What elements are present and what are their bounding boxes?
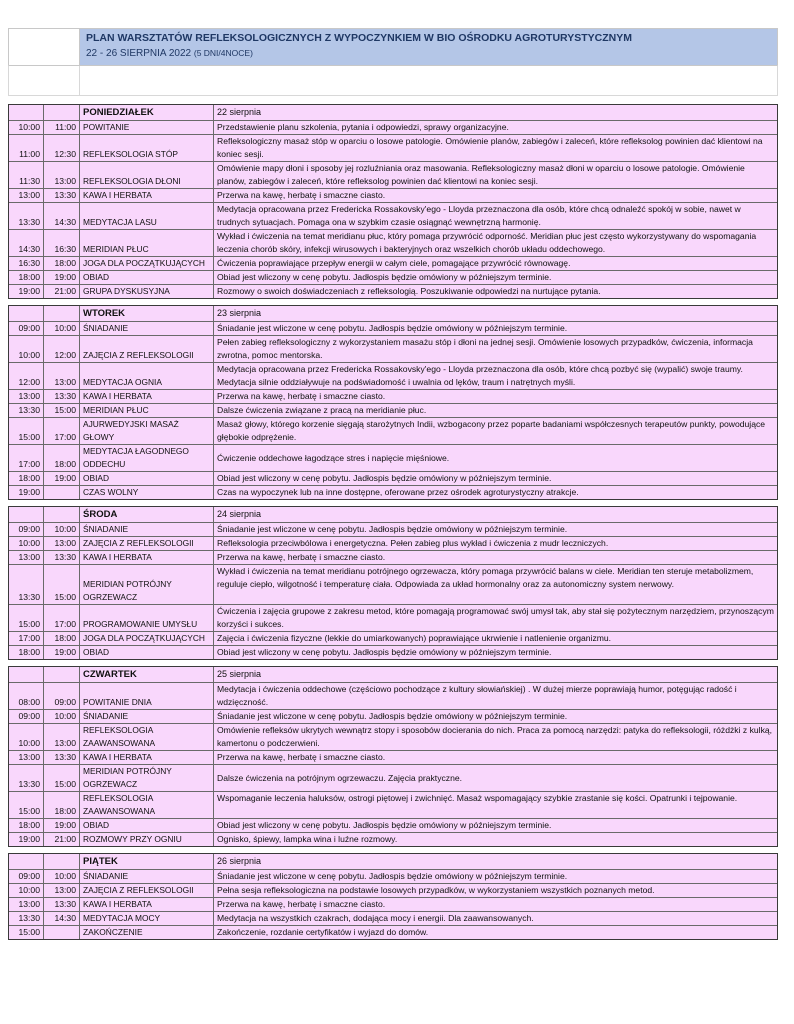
activity-description: Śniadanie jest wliczone w cenę pobytu. Jadłospis będzie omówiony w późniejszym terminie. <box>213 870 777 883</box>
start-time: 15:00 <box>18 432 40 442</box>
start-time: 17:00 <box>18 459 40 469</box>
activity-name: ROZMOWY PRZY OGNIU <box>79 833 213 846</box>
table-row <box>9 791 777 818</box>
day-header-empty-cell <box>9 105 43 120</box>
end-time: 13:30 <box>43 898 79 911</box>
end-time: 13:00 <box>43 162 79 188</box>
end-time: 10:00 <box>43 870 79 883</box>
activity-description: Ćwiczenie oddechowe łagodzące stres i napięcie mięśniowe. <box>213 445 777 471</box>
start-time: 13:00 <box>18 752 40 762</box>
start-time: 09:00 <box>18 711 40 721</box>
day-block-5 <box>8 853 778 940</box>
activity-name: ZAJĘCIA Z REFLEKSOLOGII <box>79 537 213 550</box>
start-time: 15:00 <box>18 927 40 937</box>
activity-description: Medytacja i ćwiczenia oddechowe (częściowo pochodzące z kultury słowiańskiej) . W dużej mierze poprawiają humor, potęgując radość i wdzięczność. <box>213 683 777 709</box>
end-time: 19:00 <box>43 819 79 832</box>
table-row <box>9 362 777 389</box>
day-name: PIĄTEK <box>79 854 213 869</box>
day-header-row <box>9 105 777 120</box>
activity-name: MERIDIAN PŁUC <box>79 404 213 417</box>
start-time: 13:30 <box>18 779 40 789</box>
day-header-empty-cell <box>9 507 43 522</box>
start-time: 14:30 <box>18 244 40 254</box>
day-header-empty-cell <box>43 854 79 869</box>
document-title: PLAN WARSZTATÓW REFLEKSOLOGICZNYCH Z WYPOCZYNKIEM W BIO OŚRODKU AGROTURYSTYCZNYM <box>86 32 632 44</box>
day-header-empty-cell <box>43 667 79 682</box>
day-date: 23 sierpnia <box>213 306 777 321</box>
activity-description: Wykład i ćwiczenia na temat meridianu potrójnego ogrzewacza, który pomaga przywrócić balans w ciele. Meridian ten steruje metabolizmem, reguluje ciepło, wilgotność i temperaturę ciała. Odpowiada za układ hormonalny oraz za autonomiczny system nerwowy. <box>213 565 777 604</box>
start-time: 13:00 <box>18 899 40 909</box>
activity-name: ŚNIADANIE <box>79 523 213 536</box>
day-header-row <box>9 667 777 682</box>
table-row <box>9 536 777 550</box>
table-row <box>9 188 777 202</box>
start-time: 19:00 <box>18 286 40 296</box>
day-header-empty-cell <box>9 306 43 321</box>
day-header-empty-cell <box>43 306 79 321</box>
table-row <box>9 631 777 645</box>
end-time: 13:30 <box>43 189 79 202</box>
activity-name: REFLEKSOLOGIA ZAAWANSOWANA <box>79 724 213 750</box>
start-time: 13:30 <box>18 592 40 602</box>
day-block-2 <box>8 305 778 500</box>
activity-name: ŚNIADANIE <box>79 710 213 723</box>
end-time: 10:00 <box>43 322 79 335</box>
activity-name: OBIAD <box>79 271 213 284</box>
start-time: 18:00 <box>18 272 40 282</box>
activity-name: REFLEKSOLOGIA STÓP <box>79 135 213 161</box>
table-row <box>9 682 777 709</box>
activity-description: Dalsze ćwiczenia na potrójnym ogrzewaczu. Zajęcia praktyczne. <box>213 765 777 791</box>
end-time: 18:00 <box>43 792 79 818</box>
day-header-empty-cell <box>9 667 43 682</box>
activity-description: Dalsze ćwiczenia związane z pracą na meridianie płuc. <box>213 404 777 417</box>
start-time: 13:30 <box>18 405 40 415</box>
table-row <box>9 645 777 659</box>
table-row <box>9 321 777 335</box>
start-time: 19:00 <box>18 487 40 497</box>
end-time <box>43 926 79 939</box>
table-row <box>9 335 777 362</box>
day-header-empty-cell <box>43 105 79 120</box>
activity-name: REFLEKSOLOGIA ZAAWANSOWANA <box>79 792 213 818</box>
start-time: 08:00 <box>18 697 40 707</box>
start-time: 13:00 <box>18 552 40 562</box>
table-row <box>9 832 777 846</box>
table-row <box>9 389 777 403</box>
start-time: 13:30 <box>18 913 40 923</box>
end-time: 13:00 <box>43 363 79 389</box>
table-row <box>9 403 777 417</box>
day-date: 25 sierpnia <box>213 667 777 682</box>
date-range: 22 - 26 SIERPNIA 2022 <box>86 48 192 59</box>
activity-name: MEDYTACJA LASU <box>79 203 213 229</box>
activity-description: Omówienie refleksów ukrytych wewnątrz stopy i sposobów docierania do nich. Praca za pomocą narzędzi: patyka do refleksologii, różdżki z kulką, kamertonu o podczerwieni. <box>213 724 777 750</box>
day-name: CZWARTEK <box>79 667 213 682</box>
day-header-row <box>9 507 777 522</box>
start-time: 10:00 <box>18 350 40 360</box>
activity-description: Ognisko, śpiewy, lampka wina i luźne rozmowy. <box>213 833 777 846</box>
activity-description: Zakończenie, rozdanie certyfikatów i wyjazd do domów. <box>213 926 777 939</box>
end-time: 18:00 <box>43 445 79 471</box>
activity-description: Medytacja opracowana przez Fredericka Rossakovsky'ego - Lloyda przeznaczona dla osób, które chcą pozbyć się (wypalić) swoje traumy. Medytacja silnie oddziaływuje na podświadomość i uwalnia od lęków, traum i natrętnych myśli. <box>213 363 777 389</box>
end-time: 13:00 <box>43 884 79 897</box>
table-row <box>9 550 777 564</box>
start-time: 09:00 <box>18 524 40 534</box>
end-time: 14:30 <box>43 203 79 229</box>
activity-description: Czas na wypoczynek lub na inne dostępne, oferowane przez ośrodek agroturystyczny atrakcje. <box>213 486 777 499</box>
day-name: PONIEDZIAŁEK <box>79 105 213 120</box>
header-spacer-cell <box>9 29 80 65</box>
table-row <box>9 869 777 883</box>
activity-name: KAWA I HERBATA <box>79 898 213 911</box>
activity-name: KAWA I HERBATA <box>79 551 213 564</box>
activity-description: Omówienie mapy dłoni i sposoby jej rozluźniania oraz masowania. Refleksologiczny masaż dłoni w oparciu o losowe patologie. Omówienie planów, zabiegów i zaleceń, które refleksolog powinien dać klientowi na koniec sesji. <box>213 162 777 188</box>
schedule-document <box>8 28 778 940</box>
activity-description: Obiad jest wliczony w cenę pobytu. Jadłospis będzie omówiony w późniejszym terminie. <box>213 472 777 485</box>
table-row <box>9 897 777 911</box>
day-header-row <box>9 306 777 321</box>
start-time: 16:30 <box>18 258 40 268</box>
end-time: 13:30 <box>43 751 79 764</box>
day-block-1 <box>8 104 778 299</box>
table-row <box>9 471 777 485</box>
header-box <box>80 29 777 65</box>
start-time: 18:00 <box>18 473 40 483</box>
end-time: 12:30 <box>43 135 79 161</box>
start-time: 19:00 <box>18 834 40 844</box>
activity-description: Przerwa na kawę, herbatę i smaczne ciasto. <box>213 390 777 403</box>
activity-description: Wykład i ćwiczenia na temat meridianu płuc, który pomaga przywrócić odporność. Meridian płuc jest często wykorzystywany do wspomagania leczenia chorób skóry, infekcji wirusowych i bakteryjnych oraz wszelkich chorób układu oddechowego. <box>213 230 777 256</box>
activity-description: Obiad jest wliczony w cenę pobytu. Jadłospis będzie omówiony w późniejszym terminie. <box>213 646 777 659</box>
activity-name: MEDYTACJA MOCY <box>79 912 213 925</box>
table-row <box>9 417 777 444</box>
document-header <box>8 28 778 65</box>
end-time: 19:00 <box>43 472 79 485</box>
activity-description: Zajęcia i ćwiczenia fizyczne (lekkie do umiarkowanych) poprawiające ukrwienie i natlenienie organizmu. <box>213 632 777 645</box>
activity-description: Śniadanie jest wliczone w cenę pobytu. Jadłospis będzie omówiony w późniejszym terminie. <box>213 710 777 723</box>
table-row <box>9 709 777 723</box>
end-time: 10:00 <box>43 710 79 723</box>
table-row <box>9 764 777 791</box>
activity-name: ZAJĘCIA Z REFLEKSOLOGII <box>79 336 213 362</box>
table-row <box>9 161 777 188</box>
document-dates <box>86 46 771 61</box>
activity-description: Wspomaganie leczenia haluksów, ostrogi piętowej i zwichnięć. Masaż wspomagający szybkie zrastanie się kości. Opatrunki i tejpowanie. <box>213 792 777 818</box>
activity-description: Przerwa na kawę, herbatę i smaczne ciasto. <box>213 189 777 202</box>
end-time: 19:00 <box>43 646 79 659</box>
table-row <box>9 750 777 764</box>
activity-name: MERIDIAN POTRÓJNY OGRZEWACZ <box>79 765 213 791</box>
day-block-3 <box>8 506 778 660</box>
day-date: 24 sierpnia <box>213 507 777 522</box>
end-time: 11:00 <box>43 121 79 134</box>
activity-description: Obiad jest wliczony w cenę pobytu. Jadłospis będzie omówiony w późniejszym terminie. <box>213 271 777 284</box>
activity-name: REFLEKSOLOGIA DŁONI <box>79 162 213 188</box>
activity-description: Śniadanie jest wliczone w cenę pobytu. Jadłospis będzie omówiony w późniejszym terminie. <box>213 523 777 536</box>
day-date: 22 sierpnia <box>213 105 777 120</box>
activity-name: POWITANIE <box>79 121 213 134</box>
start-time: 13:00 <box>18 391 40 401</box>
table-row <box>9 134 777 161</box>
day-block-4 <box>8 666 778 847</box>
end-time: 15:00 <box>43 765 79 791</box>
table-row <box>9 818 777 832</box>
activity-name: KAWA I HERBATA <box>79 189 213 202</box>
activity-name: JOGA DLA POCZĄTKUJĄCYCH <box>79 632 213 645</box>
table-row <box>9 202 777 229</box>
table-row <box>9 564 777 604</box>
start-time: 10:00 <box>18 738 40 748</box>
end-time: 10:00 <box>43 523 79 536</box>
activity-name: KAWA I HERBATA <box>79 751 213 764</box>
activity-name: PROGRAMOWANIE UMYSŁU <box>79 605 213 631</box>
end-time: 13:30 <box>43 551 79 564</box>
start-time: 09:00 <box>18 323 40 333</box>
activity-name: MERIDIAN POTRÓJNY OGRZEWACZ <box>79 565 213 604</box>
activity-name: JOGA DLA POCZĄTKUJĄCYCH <box>79 257 213 270</box>
end-time: 13:30 <box>43 390 79 403</box>
table-row <box>9 284 777 298</box>
end-time: 13:00 <box>43 724 79 750</box>
start-time: 11:00 <box>19 149 40 159</box>
end-time: 19:00 <box>43 271 79 284</box>
end-time: 18:00 <box>43 257 79 270</box>
table-row <box>9 120 777 134</box>
activity-description: Obiad jest wliczony w cenę pobytu. Jadłospis będzie omówiony w późniejszym terminie. <box>213 819 777 832</box>
start-time: 13:30 <box>18 217 40 227</box>
start-time: 18:00 <box>18 820 40 830</box>
start-time: 11:30 <box>19 176 40 186</box>
end-time: 16:30 <box>43 230 79 256</box>
activity-name: OBIAD <box>79 472 213 485</box>
activity-description: Medytacja na wszystkich czakrach, dodająca mocy i energii. Dla zaawansowanych. <box>213 912 777 925</box>
activity-description: Ćwiczenia poprawiające przepływ energii w całym ciele, pomagające przywrócić równowagę. <box>213 257 777 270</box>
activity-description: Przedstawienie planu szkolenia, pytania i odpowiedzi, sprawy organizacyjne. <box>213 121 777 134</box>
activity-description: Masaż głowy, którego korzenie sięgają starożytnych Indii, wzbogacony przez poparte badaniami współczesnych terapeutów punkty, powodujące głębokie odprężenie. <box>213 418 777 444</box>
end-time: 17:00 <box>43 418 79 444</box>
table-row <box>9 883 777 897</box>
days-container <box>8 104 778 940</box>
table-row <box>9 911 777 925</box>
start-time: 12:00 <box>18 377 40 387</box>
day-header-empty-cell <box>9 854 43 869</box>
activity-name: GRUPA DYSKUSYJNA <box>79 285 213 298</box>
activity-name: MERIDIAN PŁUC <box>79 230 213 256</box>
activity-description: Przerwa na kawę, herbatę i smaczne ciasto. <box>213 898 777 911</box>
table-row <box>9 925 777 939</box>
end-time: 17:00 <box>43 605 79 631</box>
activity-name: ŚNIADANIE <box>79 322 213 335</box>
day-name: WTOREK <box>79 306 213 321</box>
table-row <box>9 229 777 256</box>
end-time: 09:00 <box>43 683 79 709</box>
table-row <box>9 723 777 750</box>
activity-description: Pełen zabieg refleksologiczny z wykorzystaniem masażu stóp i dłoni na jednej sesji. Omówienie losowych przypadków, ćwiczenia, informacja zwrotna, pomoc mentorska. <box>213 336 777 362</box>
end-time: 15:00 <box>43 565 79 604</box>
empty-row <box>8 65 778 96</box>
start-time: 10:00 <box>18 122 40 132</box>
table-row <box>9 522 777 536</box>
table-row <box>9 604 777 631</box>
activity-name: POWITANIE DNIA <box>79 683 213 709</box>
end-time: 12:00 <box>43 336 79 362</box>
activity-name: CZAS WOLNY <box>79 486 213 499</box>
day-header-empty-cell <box>43 507 79 522</box>
start-time: 15:00 <box>18 619 40 629</box>
activity-name: ZAJĘCIA Z REFLEKSOLOGII <box>79 884 213 897</box>
end-time: 14:30 <box>43 912 79 925</box>
start-time: 18:00 <box>18 647 40 657</box>
empty-row-gap <box>9 66 80 95</box>
end-time: 21:00 <box>43 833 79 846</box>
end-time: 18:00 <box>43 632 79 645</box>
end-time <box>43 486 79 499</box>
activity-description: Refleksologiczny masaż stóp w oparciu o losowe patologie. Omówienie planów, zabiegów i zaleceń, które refleksolog powinien dać klientowi na koniec sesji. <box>213 135 777 161</box>
date-range-note: (5 DNI/4NOCE) <box>193 48 253 58</box>
table-row <box>9 270 777 284</box>
day-header-row <box>9 854 777 869</box>
start-time: 17:00 <box>18 633 40 643</box>
table-row <box>9 256 777 270</box>
activity-name: ZAKOŃCZENIE <box>79 926 213 939</box>
end-time: 21:00 <box>43 285 79 298</box>
day-date: 26 sierpnia <box>213 854 777 869</box>
table-row <box>9 444 777 471</box>
start-time: 10:00 <box>18 885 40 895</box>
end-time: 15:00 <box>43 404 79 417</box>
activity-description: Przerwa na kawę, herbatę i smaczne ciasto. <box>213 551 777 564</box>
start-time: 13:00 <box>18 190 40 200</box>
start-time: 15:00 <box>18 806 40 816</box>
activity-name: AJURWEDYJSKI MASAŻ GŁOWY <box>79 418 213 444</box>
activity-description: Śniadanie jest wliczone w cenę pobytu. Jadłospis będzie omówiony w późniejszym terminie. <box>213 322 777 335</box>
end-time: 13:00 <box>43 537 79 550</box>
activity-name: MEDYTACJA OGNIA <box>79 363 213 389</box>
activity-name: KAWA I HERBATA <box>79 390 213 403</box>
activity-name: OBIAD <box>79 646 213 659</box>
activity-description: Pełna sesja refleksologiczna na podstawie losowych przypadków, w wykorzystaniem wszystkich poznanych metod. <box>213 884 777 897</box>
activity-name: MEDYTACJA ŁAGODNEGO ODDECHU <box>79 445 213 471</box>
day-name: ŚRODA <box>79 507 213 522</box>
activity-description: Rozmowy o swoich doświadczeniach z refleksologią. Poszukiwanie odpowiedzi na nurtujące pytania. <box>213 285 777 298</box>
table-row <box>9 485 777 499</box>
start-time: 09:00 <box>18 871 40 881</box>
start-time: 10:00 <box>18 538 40 548</box>
activity-name: OBIAD <box>79 819 213 832</box>
activity-description: Refleksologia przeciwbólowa i energetyczna. Pełen zabieg plus wykład i ćwiczenia z mudr leczniczych. <box>213 537 777 550</box>
activity-description: Ćwiczenia i zajęcia grupowe z zakresu metod, które pomagają programować swój umysł tak, aby stał się pożytecznym narzędziem, przynoszącym korzyści i sukces. <box>213 605 777 631</box>
activity-description: Przerwa na kawę, herbatę i smaczne ciasto. <box>213 751 777 764</box>
activity-description: Medytacja opracowana przez Fredericka Rossakovsky'ego - Lloyda przeznaczona dla osób, które chcą odnaleźć spokój w sobie, nawet w trudnych sytuacjach. Pomaga ona w szybkim czasie osiągnąć wewnętrzną harmonię. <box>213 203 777 229</box>
activity-name: ŚNIADANIE <box>79 870 213 883</box>
